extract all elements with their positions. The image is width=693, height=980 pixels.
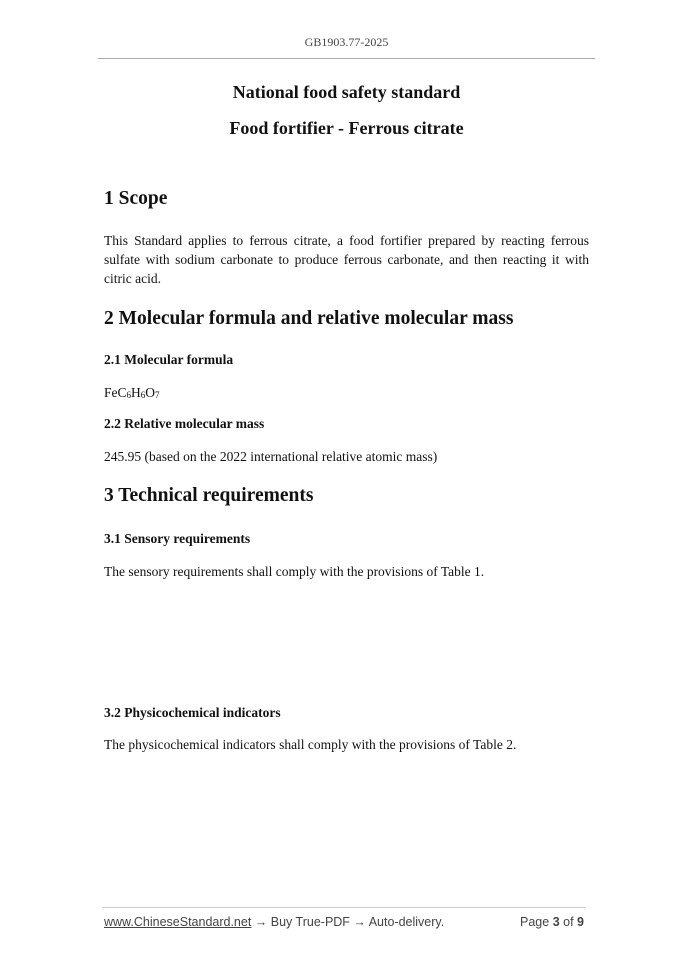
header-divider [98,58,595,59]
title-line1: National food safety standard [232,82,461,102]
footer-divider [102,907,586,908]
footer-page-number: Page 3 of 9 [520,915,584,929]
header-doc-code: GB1903.77-2025 [304,35,389,49]
formula-subheading: 2.1 Molecular formula [104,352,234,367]
title-line2: Food fortifier - Ferrous citrate [229,118,464,138]
footer-link[interactable]: www.ChineseStandard.net [104,915,252,929]
section-technical-heading: 3 Technical requirements [104,485,314,506]
scope-paragraph: This Standard applies to ferrous citrate, a food fortifier prepared by reacting ferrous sulfate with sodium carbonate to produce ferrous carbonate, and then reacting it with citric acid. [104,233,589,286]
mass-text: 245.95 (based on the 2022 international relative atomic mass) [104,449,438,464]
mass-subheading: 2.2 Relative molecular mass [104,416,265,431]
section-scope-heading: 1 Scope [104,188,168,209]
sensory-text: The sensory requirements shall comply with the provisions of Table 1. [104,564,485,579]
molecular-formula: $FeC_6H_6O_7$ [104,385,160,400]
section-formula-heading: 2 Molecular formula and relative molecular mass [104,308,514,329]
footer-promo: www.ChineseStandard.net → Buy True-PDF → Auto-delivery. [104,915,445,929]
sensory-subheading: 3.1 Sensory requirements [104,531,251,546]
physico-text: The physicochemical indicators shall comply with the provisions of Table 2. [104,737,517,752]
physico-subheading: 3.2 Physicochemical indicators [104,705,281,720]
